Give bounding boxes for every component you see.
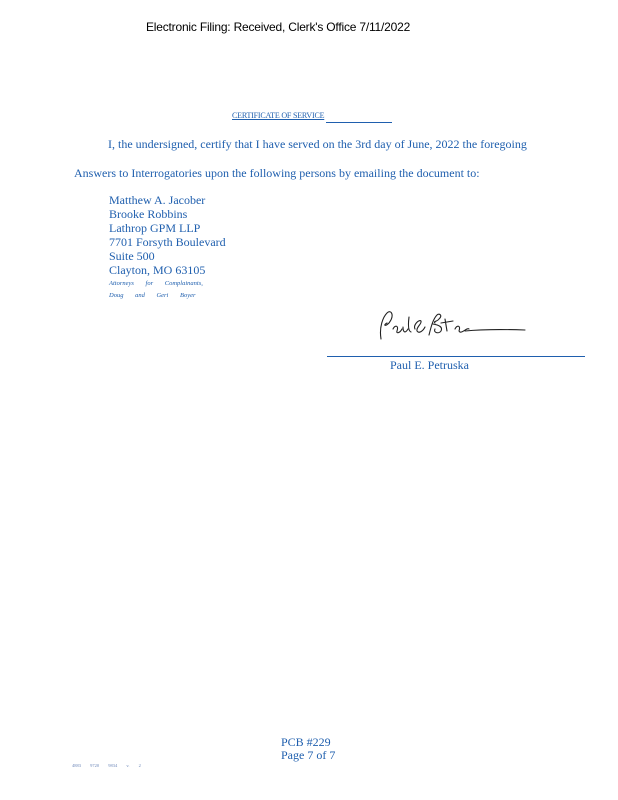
recipient-name-2: Brooke Robbins (109, 207, 188, 221)
recipient-suite: Suite 500 (109, 249, 155, 263)
signer-name: Paul E. Petruska (390, 358, 469, 372)
recipient-city-state-zip: Clayton, MO 63105 (109, 263, 206, 277)
certificate-statement-line1: I, the undersigned, certify that I have served on the 3rd day of June, 2022 the foregoing (108, 137, 527, 151)
recipient-name: Matthew A. Jacober (109, 193, 206, 207)
recipient-firm: Lathrop GPM LLP (109, 221, 201, 235)
case-number: PCB #229 (281, 735, 331, 749)
attorneys-for-line: Attorneys for Complainants, (109, 280, 203, 287)
certificate-title: CERTIFICATE OF SERVICE (232, 111, 325, 120)
signature-drawing (375, 305, 535, 345)
handwritten-signature (375, 305, 535, 350)
certificate-statement-line2: Answers to Interrogatories upon the following persons by emailing the document to: (74, 166, 480, 180)
document-id: 4883 9720 9834 v. 2 (72, 763, 141, 768)
filing-stamp-header: Electronic Filing: Received, Clerk's Office 7/11/2022 (146, 20, 411, 34)
page-number: Page 7 of 7 (281, 748, 336, 762)
clients-line: Doug and Geri Boyer (109, 292, 196, 299)
title-underline-rule (326, 122, 392, 123)
signature-line (327, 356, 585, 357)
recipient-street: 7701 Forsyth Boulevard (109, 235, 226, 249)
